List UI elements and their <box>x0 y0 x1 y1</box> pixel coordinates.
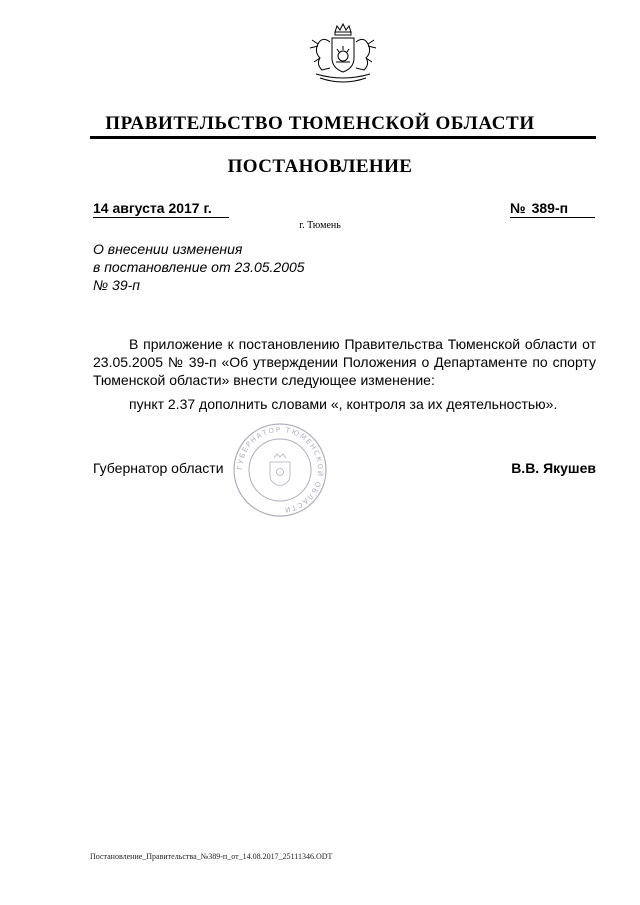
seal-ring-text: ГУБЕРНАТОР ТЮМЕНСКОЙ ОБЛАСТИ <box>235 425 325 514</box>
subject-line: О внесении изменения <box>93 241 243 257</box>
document-subject <box>93 240 393 294</box>
body-paragraph: В приложение к постановлению Правительства Тюменской области от 23.05.2005 № 39-п «Об утверждении Положения о Департаменте по спорту Тюменской области» внести следующее изменение: <box>93 336 596 388</box>
coat-of-arms-icon <box>300 22 386 88</box>
number-value: 389-п <box>531 200 569 216</box>
title-divider <box>90 136 596 139</box>
signer-name: В.В. Якушев <box>511 460 596 476</box>
document-type: ПОСТАНОВЛЕНИЕ <box>227 156 413 177</box>
file-reference: Постановление_Правительства_№389-п_от_14.08.2017_25111346.ODT <box>90 852 333 861</box>
subject-line: № 39-п <box>93 277 140 293</box>
number-sign: № <box>510 200 526 216</box>
document-city: г. Тюмень <box>299 220 341 231</box>
document-number <box>510 200 595 218</box>
signer-position: Губернатор области <box>93 460 224 476</box>
document-body <box>93 335 596 413</box>
body-paragraph: пункт 2.37 дополнить словами «, контроля за их деятельностью». <box>129 396 558 412</box>
government-title: ПРАВИТЕЛЬСТВО ТЮМЕНСКОЙ ОБЛАСТИ <box>105 113 535 134</box>
subject-line: в постановление от 23.05.2005 <box>93 259 305 275</box>
document-date: 14 августа 2017 г. <box>93 200 229 218</box>
